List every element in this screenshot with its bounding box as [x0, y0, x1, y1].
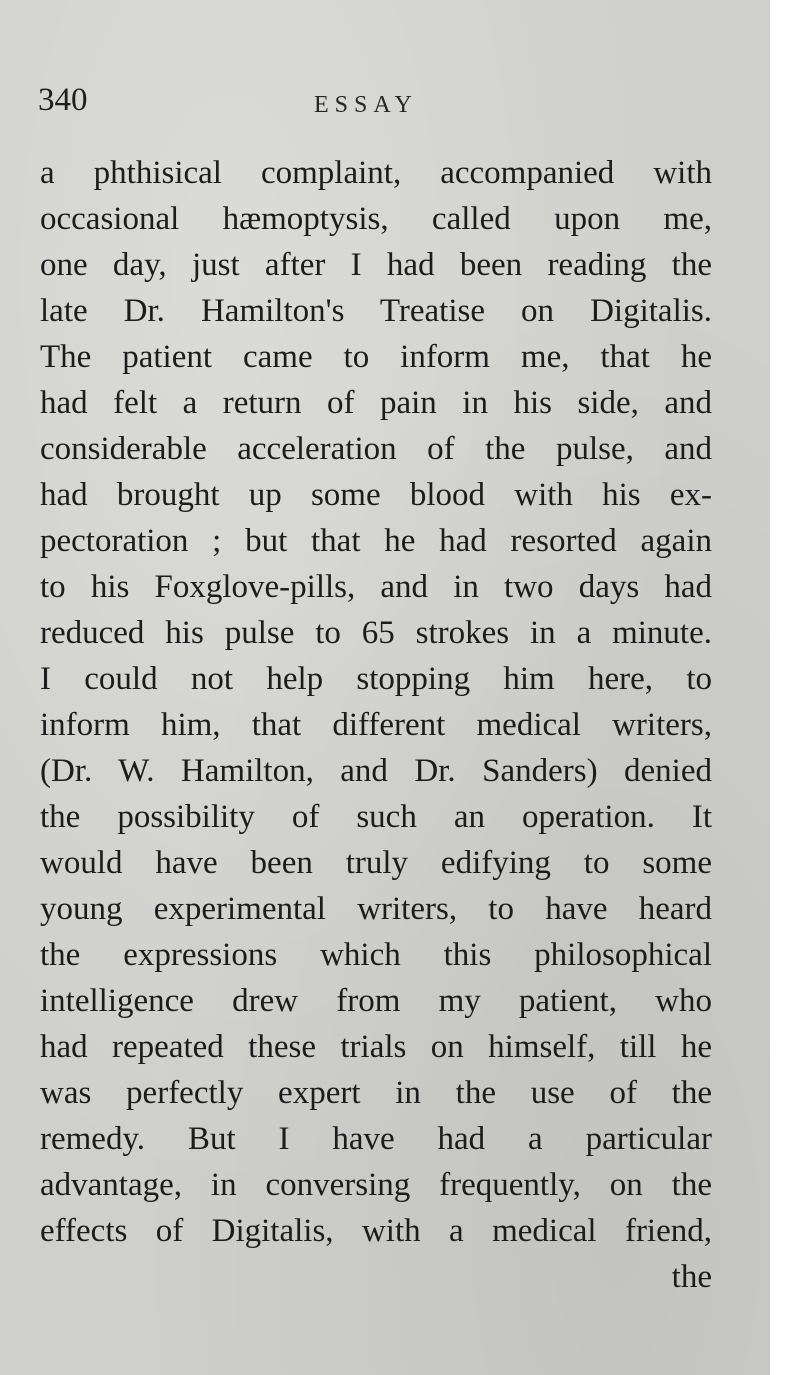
text-line: occasional hæmoptysis, called upon me,	[40, 201, 712, 237]
text-line: was perfectly expert in the use of the	[40, 1075, 712, 1111]
page-header	[36, 82, 716, 132]
text-line: pectoration ; but that he had resorted again	[40, 523, 712, 559]
text-line: the possibility of such an operation. It	[40, 799, 712, 835]
text-line: a phthisical complaint, accompanied with	[40, 155, 712, 191]
text-line: late Dr. Hamilton's Treatise on Digitalis.	[40, 293, 712, 329]
text-line: had repeated these trials on himself, till he	[40, 1029, 712, 1065]
text-line: to his Foxglove-pills, and in two days had	[40, 569, 712, 605]
text-line: inform him, that different medical writers,	[40, 707, 712, 743]
text-line: had brought up some blood with his ex-	[40, 477, 712, 513]
text-line: The patient came to inform me, that he	[40, 339, 712, 375]
body-text	[40, 150, 712, 1300]
page-edge	[770, 0, 800, 1375]
running-head: ESSAY	[314, 92, 418, 118]
text-line: effects of Digitalis, with a medical friend,	[40, 1213, 712, 1249]
page-number: 340	[38, 82, 88, 118]
text-line: considerable acceleration of the pulse, and	[40, 431, 712, 467]
text-line: reduced his pulse to 65 strokes in a minute.	[40, 615, 712, 651]
text-line: intelligence drew from my patient, who	[40, 983, 712, 1019]
text-line: remedy. But I have had a particular	[40, 1121, 712, 1157]
text-line: (Dr. W. Hamilton, and Dr. Sanders) denied	[40, 753, 712, 789]
text-line: the expressions which this philosophical	[40, 937, 712, 973]
text-line: advantage, in conversing frequently, on the	[40, 1167, 712, 1203]
text-line: would have been truly edifying to some	[40, 845, 712, 881]
text-line: had felt a return of pain in his side, and	[40, 385, 712, 421]
text-line: I could not help stopping him here, to	[40, 661, 712, 697]
text-line: one day, just after I had been reading the	[40, 247, 712, 283]
catchword: the	[671, 1259, 712, 1295]
text-line: young experimental writers, to have heard	[40, 891, 712, 927]
